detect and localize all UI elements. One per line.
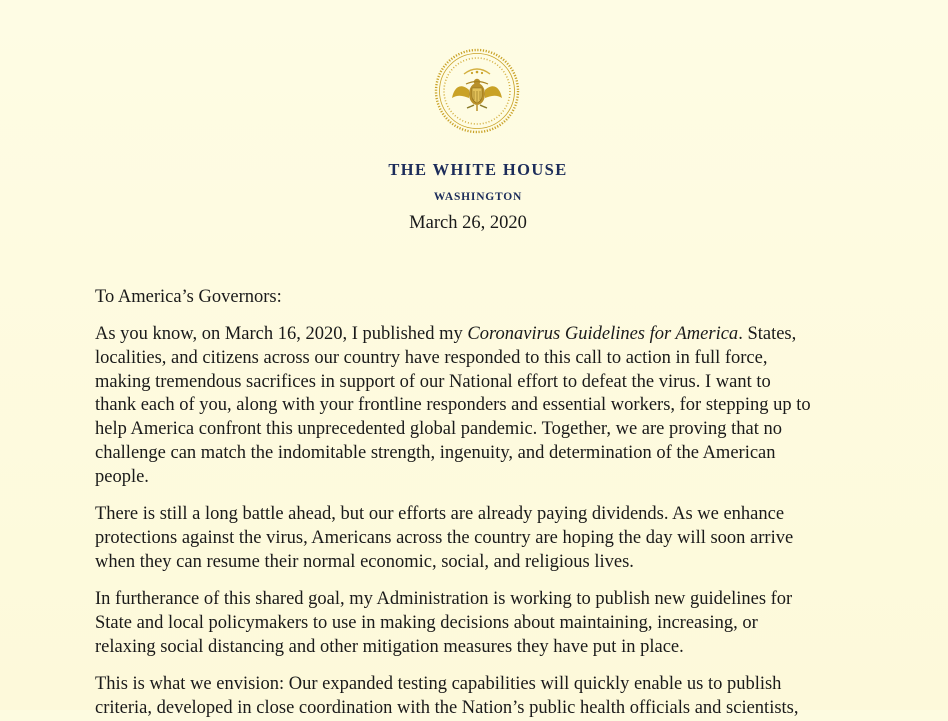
paragraph-line: localities, and citizens across our country have responded to this call to action in full force, [95, 347, 768, 368]
paragraph-line: help America confront this unprecedented global pandemic. Together, we are proving that no [95, 419, 783, 440]
paragraph-line: criteria, developed in close coordination with the Nation’s public health officials and scientists, [95, 697, 799, 718]
paragraph-line: protections against the virus, Americans across the country are hoping the day will soon arrive [95, 527, 794, 548]
paragraph-line: when they can resume their normal economic, social, and religious lives. [95, 551, 634, 572]
paragraph-line: State and local policymakers to use in making decisions about maintaining, increasing, or [95, 612, 758, 633]
paragraph-line: In furtherance of this shared goal, my Administration is working to publish new guidelines for [95, 589, 793, 609]
letterhead-title: THE WHITE HOUSE [388, 160, 568, 179]
salutation: To America’s Governors: [95, 287, 282, 307]
paragraph-2 [95, 503, 855, 574]
paragraph-line: relaxing social distancing and other mitigation measures they have put in place. [95, 636, 684, 657]
paragraph-line: making tremendous sacrifices in support of our National effort to defeat the virus. I want to [95, 371, 771, 392]
paragraph-line: thank each of you, along with your frontline responders and essential workers, for stepping up to [95, 395, 811, 416]
letter-date: March 26, 2020 [409, 213, 527, 233]
presidential-seal-icon [434, 48, 520, 134]
paragraph-4 [95, 673, 855, 721]
paragraph-3 [95, 588, 855, 659]
letterhead-location: WASHINGTON [433, 191, 523, 203]
paragraph-line: There is still a long battle ahead, but our efforts are already paying dividends. As we enhance [95, 504, 785, 524]
paragraph-1 [95, 323, 855, 490]
paragraph-line: people. [95, 466, 149, 487]
paragraph-line: This is what we envision: Our expanded testing capabilities will quickly enable us to publish [95, 674, 782, 694]
guidelines-title: Coronavirus Guidelines for America [467, 324, 739, 344]
paragraph-line: challenge can match the indomitable strength, ingenuity, and determination of the American [95, 442, 776, 463]
paragraph-line: As you know, on March 16, 2020, I published my Coronavirus Guidelines for America. States, [95, 324, 797, 344]
